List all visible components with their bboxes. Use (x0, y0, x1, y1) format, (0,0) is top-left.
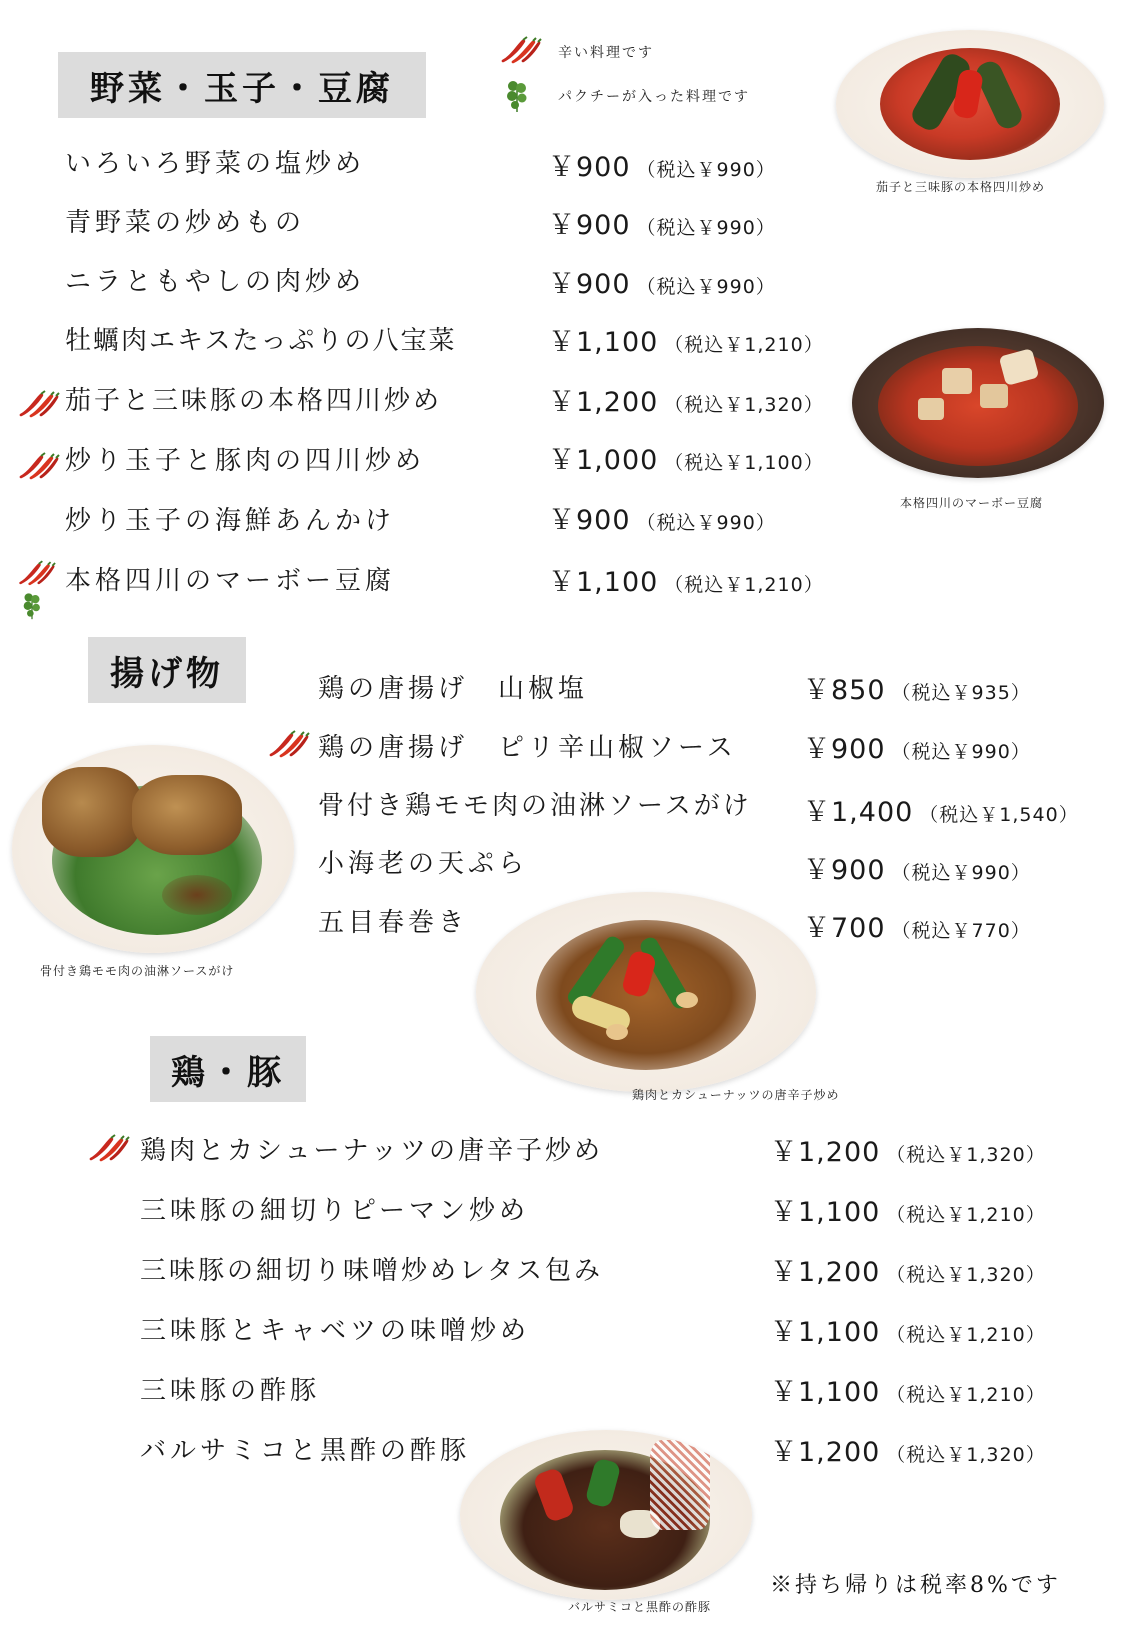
menu-item-name: 三味豚とキャベツの味噌炒め (140, 1316, 531, 1346)
menu-item-name: 小海老の天ぷら (318, 849, 529, 879)
section-title-fried: 揚げ物 (88, 637, 246, 703)
dish-photo-mapo (852, 328, 1104, 478)
menu-item-price: ￥850 （税込￥935） (803, 675, 1031, 706)
takeout-tax-note: ※持ち帰りは税率8%です (770, 1573, 1061, 1598)
menu-item-name: 五目春巻き (318, 908, 469, 938)
menu-item-name: 三味豚の細切り味噌炒めレタス包み (140, 1256, 603, 1286)
menu-item-price: ￥900 （税込￥990） (803, 855, 1031, 886)
menu-item-price: ￥1,400 （税込￥1,540） (803, 797, 1079, 828)
menu-item-price: ￥900 （税込￥990） (548, 505, 776, 536)
menu-item-price: ￥1,100 （税込￥1,210） (770, 1197, 1046, 1228)
cilantro-icon (22, 590, 42, 620)
legend-cilantro: パクチーが入った料理です (558, 89, 750, 105)
chili-pepper-icon (16, 390, 60, 418)
caption-cashew: 鶏肉とカシューナッツの唐辛子炒め (632, 1088, 840, 1102)
menu-item-price: ￥1,200 （税込￥1,320） (770, 1437, 1046, 1468)
menu-item-price: ￥1,100 （税込￥1,210） (548, 327, 824, 358)
chili-pepper-icon (16, 560, 56, 586)
chili-pepper-icon (86, 1134, 130, 1162)
menu-item-price: ￥1,000 （税込￥1,100） (548, 445, 824, 476)
dish-photo-subuta (460, 1430, 752, 1600)
menu-item-name: 茄子と三味豚の本格四川炒め (65, 386, 443, 416)
menu-item-name: 骨付き鶏モモ肉の油淋ソースがけ (318, 791, 752, 821)
section-title-chicken-pork: 鶏・豚 (150, 1036, 306, 1102)
menu-item-price: ￥1,200 （税込￥1,320） (548, 387, 824, 418)
menu-item-price: ￥1,200 （税込￥1,320） (770, 1137, 1046, 1168)
dish-photo-eggplant (836, 30, 1104, 178)
chili-pepper-icon (498, 36, 542, 64)
menu-item-price: ￥1,200 （税込￥1,320） (770, 1257, 1046, 1288)
caption-eggplant: 茄子と三味豚の本格四川炒め (876, 180, 1046, 194)
caption-chicken-leg: 骨付き鶏モモ肉の油淋ソースがけ (40, 964, 235, 978)
dish-photo-cashew (476, 892, 816, 1092)
menu-item-name: 鶏肉とカシューナッツの唐辛子炒め (140, 1136, 603, 1166)
menu-item-price: ￥1,100 （税込￥1,210） (770, 1317, 1046, 1348)
caption-subuta: バルサミコと黒酢の酢豚 (568, 1600, 712, 1614)
cilantro-icon (505, 78, 529, 112)
menu-item-name: 鶏の唐揚げ 山椒塩 (318, 674, 589, 704)
dish-photo-chicken-leg (12, 745, 294, 953)
caption-mapo: 本格四川のマーボー豆腐 (900, 496, 1044, 510)
menu-item-name: 炒り玉子の海鮮あんかけ (65, 506, 396, 536)
menu-item-price: ￥900 （税込￥990） (803, 734, 1031, 765)
section-title-vegetables: 野菜・玉子・豆腐 (58, 52, 426, 118)
menu-item-name: 三味豚の細切りピーマン炒め (140, 1196, 529, 1226)
menu-item-price: ￥1,100 （税込￥1,210） (770, 1377, 1046, 1408)
legend-spicy: 辛い料理です (558, 45, 654, 61)
chili-pepper-icon (16, 452, 60, 480)
menu-item-name: いろいろ野菜の塩炒め (65, 149, 366, 179)
menu-item-name: ニラともやしの肉炒め (65, 267, 366, 297)
menu-item-name: 牡蠣肉エキスたっぷりの八宝菜 (65, 326, 457, 356)
menu-item-price: ￥900 （税込￥990） (548, 152, 776, 183)
menu-item-price: ￥900 （税込￥990） (548, 210, 776, 241)
menu-item-price: ￥1,100 （税込￥1,210） (548, 567, 824, 598)
chili-pepper-icon (266, 730, 310, 758)
menu-item-name: バルサミコと黒酢の酢豚 (140, 1436, 471, 1466)
menu-item-name: 炒り玉子と豚肉の四川炒め (65, 446, 426, 476)
menu-item-price: ￥900 （税込￥990） (548, 269, 776, 300)
menu-item-price: ￥700 （税込￥770） (803, 913, 1031, 944)
menu-item-name: 鶏の唐揚げ ピリ辛山椒ソース (318, 733, 737, 763)
menu-item-name: 三味豚の酢豚 (140, 1376, 321, 1406)
menu-item-name: 青野菜の炒めもの (65, 208, 306, 238)
menu-item-name: 本格四川のマーボー豆腐 (65, 566, 396, 596)
